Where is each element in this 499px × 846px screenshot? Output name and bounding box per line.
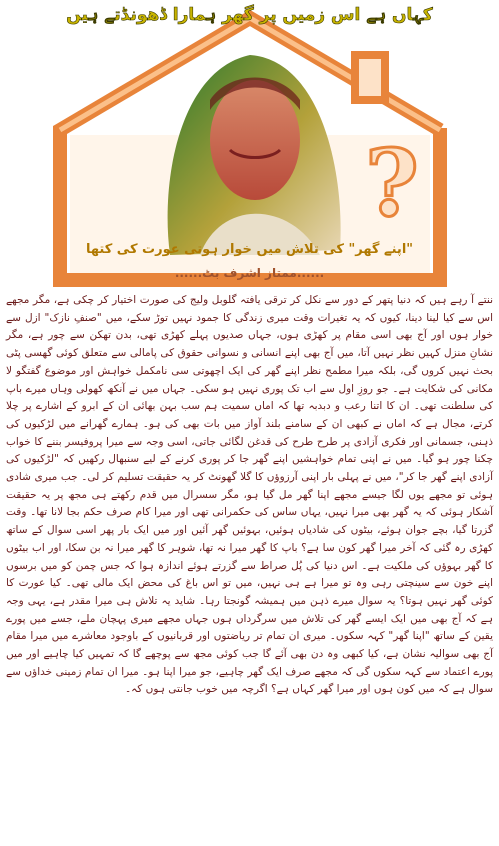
woman-portrait-image xyxy=(168,55,341,255)
article-body: ننتے آ رہے ہیں کہ دنیا پتھر کے دور سے نکل کر ترقی یافتہ گلوبل ولیج کی صورت اختیار کر چکی ہے، مگر مجھے اس سے کیا لینا دینا، کیوں کہ یہ تغیرات وقت میری زندگی کا جمود نہیں توڑ سکے، میں "صنفِ نازک" ازل سے خوار ہوں اور آج بھی اسی مقام پر کھڑی ہوں، جہاں صدیوں پہلے کھڑی تھی، بدن تھکن سے چور ہے، مگر نشانِ منزل کہیں نظر نہیں آتا، میں آج بھی اپنے انسانی و نسوانی حقوق کی پامالی سے متعلق کوئی گھسی پٹی بحث نہیں کروں گی، بلکہ میرا مطمح نظر اپنے گھر کی ایک اچھوتی سی نامکمل خواہش اور موضوع گفتگو لا مکانی کی شکایت ہے۔ جو روزِ اول سے اب تک پوری نہیں ہو سکی۔ جہاں میں نے آنکھ کھولی وہاں میرے باپ کی سلطنت تھی۔ ان کا اتنا رعب و دبدبہ تھا کہ اماں سمیت ہم سب بہن بھائی ان کے ابرو کے اشارے پر چلا کرتے، مجال ہے کہ اماں نے کبھی ان کے سامنے بلند آواز میں بات بھی کی ہو۔ ہمارے گھرانے میں لڑکیوں کی ذہنی، جسمانی اور فکری آزادی پر طرح طرح کی قدغن لگائی جاتی، اسی وجہ سے میرا پروفیسر بننے کا خواب چکنا چور ہو گیا۔ میں نے اپنی تمام خواہشیں اپنے گھر جا کر پوری کرنے کے لیے سنبھال رکھیں کہ "لڑکیوں کی آزادی اپنے گھر جا کر"، میں نے پہلی بار اپنی آرزوؤں کا گلا گھونٹ کر یہ حقیقت تسلیم کر لی۔ جب میری شادی ہوئی تو مجھے یوں لگا جیسے مجھے اپنا گھر مل گیا ہو، مگر سسرال میں قدم رکھتے ہی مجھ پر یہ حقیقت آشکار ہوئی کہ یہ گھر بھی میرا نہیں، یہاں ساس کی حکمرانی تھی اور میرا کام صرف حکم بجا لانا تھا۔ وقت گزرتا گیا، بچے جوان ہوئے، بیٹوں کی شادیاں ہوئیں، بہوئیں گھر آئیں اور میں ایک بار پھر اسی سوال کے ساتھ کھڑی رہ گئی کہ آخر میرا گھر کون سا ہے؟ باپ کا گھر میرا نہ تھا، شوہر کا گھر میرا نہ بن سکا، اور اب بیٹوں کا گھر بہوؤں کی ملکیت ہے۔ اس دنیا کی پُل صراط سے گزرتے ہوئے اندازہ ہوا کہ جس چمن کو میں برسوں اپنے خون سے سینچتی رہی وہ تو میرا ہے ہی نہیں، میں تو اس باغ کی محض ایک مالی تھی۔ کیا عورت کا کوئی گھر نہیں ہوتا؟ یہ سوال میرے ذہن میں ہمیشہ گونجتا رہا۔ شاید یہ تلاش ہی میرا مقدر ہے، یہی وجہ ہے کہ آج بھی میں ایک ایسے گھر کی تلاش میں سرگرداں ہوں جہاں مجھے میری پہچان ملے، جسے میں پورے یقین کے ساتھ "اپنا گھر" کہہ سکوں۔ میری ان تمام تر ریاضتوں اور قربانیوں کے باوجود معاشرے میں میرا مقام آج بھی سوالیہ نشان ہے، کیا کبھی وہ دن بھی آئے گا جب کوئی مجھ سے پوچھے گا کہ تمہیں کیا چاہیے اور میں پورے اعتماد سے کہہ سکوں گی کہ مجھے صرف ایک گھر چاہیے، جو میرا اپنا ہو۔ میرا ان تمام زمینی خداؤں سے سوال ہے کہ میں کون ہوں اور میرا گھر کہاں ہے؟ اگرچہ میں خوب جانتی ہوں کہ۔ xyxy=(6,294,493,696)
headline: کہاں ہے اس زمیں پر گھر ہمارا ڈھونڈتے ہیں xyxy=(66,5,433,25)
caption: "اپنے گھر" کی تلاش میں خوار ہوتی عورت کی کتھا xyxy=(85,242,414,257)
chimney-shape xyxy=(355,55,385,100)
question-mark-graphic: ? xyxy=(365,129,419,237)
header-illustration xyxy=(0,0,499,292)
byline: ......ممتاز اشرف بٹ...... xyxy=(174,266,325,280)
